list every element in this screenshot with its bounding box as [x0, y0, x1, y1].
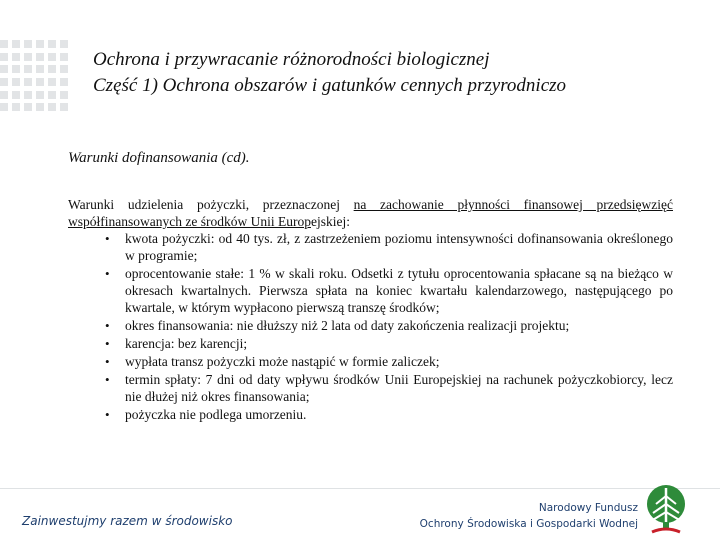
list-item-text: karencja: bez karencji;	[125, 336, 248, 351]
list-item-text: pożyczka nie podlega umorzeniu.	[125, 407, 307, 422]
bullet-icon: •	[105, 336, 110, 351]
title-line-2: Część 1) Ochrona obszarów i gatunków cennych przyrodniczo	[93, 75, 567, 96]
footer-slogan: Zainwestujmy razem w środowisko	[22, 514, 233, 528]
list-item-text: okres finansowania: nie dłuższy niż 2 lata od daty zakończenia realizacji projektu;	[125, 318, 570, 333]
title-line-1: Ochrona i przywracanie różnorodności biologicznej	[93, 49, 490, 70]
conditions-body	[68, 196, 673, 424]
decorative-dot-grid	[0, 40, 72, 112]
section-subtitle: Warunki dofinansowania (cd).	[68, 150, 250, 166]
list-item	[105, 335, 673, 352]
bullet-icon: •	[105, 231, 110, 246]
list-item	[105, 406, 673, 423]
intro-text: Warunki udzielenia pożyczki, przeznaczonej	[68, 197, 354, 212]
list-item	[105, 353, 673, 370]
fund-name-line-1: Narodowy Fundusz	[538, 502, 638, 514]
list-item-text: wypłata transz pożyczki może nastąpić w formie zaliczek;	[125, 354, 440, 369]
intro-text-end: ejskiej:	[310, 214, 350, 229]
fund-name	[420, 500, 638, 532]
intro-underlined-text: na zachowanie płynności finansowej przedsięwzięć współfinansowanych ze środków Unii Europ	[68, 197, 673, 229]
list-item	[105, 265, 673, 316]
list-item	[105, 230, 673, 264]
list-item-text: termin spłaty: 7 dni od daty wpływu środków Unii Europejskiej na rachunek pożyczkobiorcy, lecz nie dłużej niż okres finansowania;	[125, 372, 673, 404]
bullet-icon: •	[105, 407, 110, 422]
fund-name-line-2: Ochrony Środowiska i Gospodarki Wodnej	[419, 518, 638, 530]
fund-logo-icon	[642, 484, 690, 534]
list-item-text: oprocentowanie stałe: 1 % w skali roku. Odsetki z tytułu oprocentowania spłacane są na bieżąco w okresach kwartalnych. Pierwsza spłata na koniec kwartału kalendarzowego, następującego po kwartale, w którym wypłacono pierwszą transzę środków;	[125, 266, 673, 315]
conditions-list	[68, 230, 673, 423]
slide-title	[93, 47, 713, 99]
list-item	[105, 371, 673, 405]
list-item-text: kwota pożyczki: od 40 tys. zł, z zastrzeżeniem poziomu intensywności dofinansowania określonego w programie;	[125, 231, 673, 263]
bullet-icon: •	[105, 372, 110, 387]
footer-divider	[0, 488, 720, 489]
bullet-icon: •	[105, 266, 110, 281]
bullet-icon: •	[105, 318, 110, 333]
intro-paragraph	[68, 196, 673, 230]
list-item	[105, 317, 673, 334]
bullet-icon: •	[105, 354, 110, 369]
